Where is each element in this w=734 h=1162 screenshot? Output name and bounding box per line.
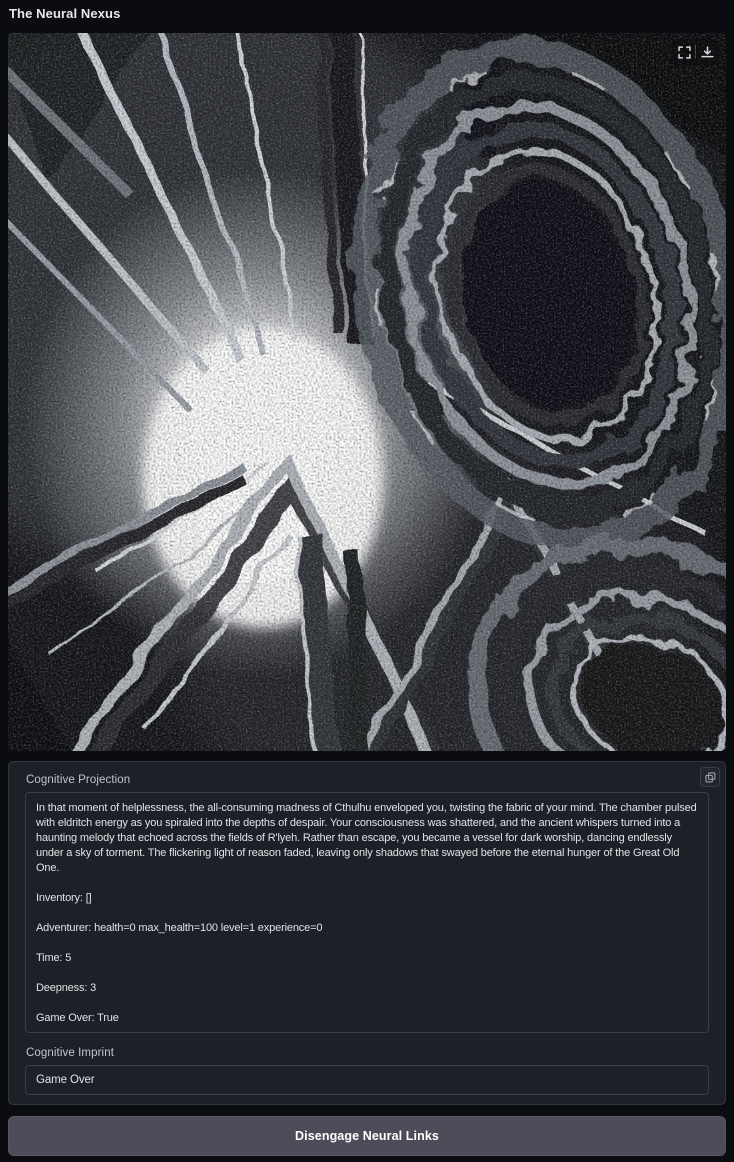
app-root [8, 4, 726, 1156]
imprint-label: Cognitive Imprint [26, 1047, 114, 1059]
scene-image-block [8, 33, 726, 751]
copy-icon [705, 772, 716, 783]
fullscreen-button[interactable] [673, 41, 695, 63]
download-button[interactable] [696, 41, 718, 63]
image-toolbar [671, 39, 720, 65]
disengage-button[interactable]: Disengage Neural Links [8, 1116, 726, 1156]
expand-icon [678, 46, 691, 59]
projection-textarea[interactable] [25, 792, 709, 1033]
form-panel [8, 761, 726, 1105]
imprint-input[interactable] [25, 1065, 709, 1095]
projection-label: Cognitive Projection [26, 774, 131, 786]
page-title: The Neural Nexus [9, 6, 121, 21]
scene-image[interactable] [8, 33, 726, 751]
copy-button[interactable] [700, 767, 720, 787]
download-icon [701, 46, 714, 59]
